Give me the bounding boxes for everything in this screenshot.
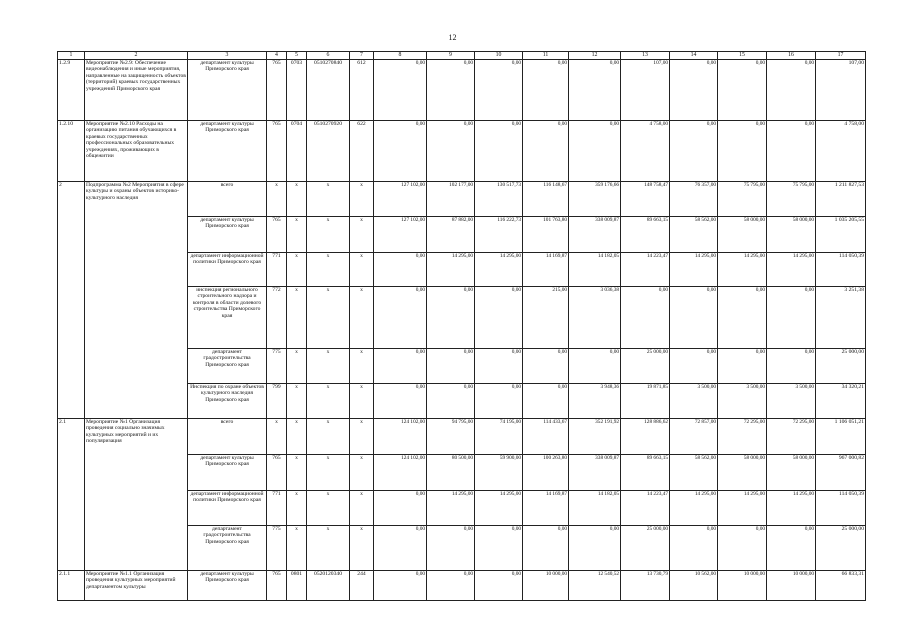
- column-header-12: 12: [569, 52, 621, 60]
- year-value: 14 295,00: [767, 253, 816, 287]
- executor-cell: департамент культуры Приморского края: [188, 121, 267, 182]
- year-value: 0,00: [475, 571, 523, 601]
- column-header-17: 17: [816, 52, 866, 60]
- year-value: 72 295,00: [718, 419, 767, 455]
- year-value: 0,00: [569, 121, 621, 182]
- executor-cell: всего: [188, 182, 267, 217]
- total-value: 25 000,00: [816, 349, 866, 384]
- executor-cell: департамент культуры Приморского края: [188, 571, 267, 601]
- year-value: 58 562,00: [670, 217, 718, 253]
- year-value: 0,00: [767, 60, 816, 121]
- year-value: 0,00: [475, 349, 523, 384]
- csr-code: х: [307, 253, 350, 287]
- year-value: 14 223,47: [621, 491, 670, 526]
- table-row: [58, 60, 866, 121]
- rzpr-code: х: [287, 253, 307, 287]
- year-value: 102 177,00: [427, 182, 475, 217]
- vr-code: х: [350, 349, 374, 384]
- total-value: 66 833,31: [816, 571, 866, 601]
- grbs-code: х: [267, 419, 287, 455]
- grbs-code: х: [267, 182, 287, 217]
- year-value: 10 562,00: [670, 571, 718, 601]
- column-header-16: 16: [767, 52, 816, 60]
- item-name: Мероприятие №2.10 Расходы на организацию питания обучающихся в краевых государственных профессиональных образовательных учреждениях, проживающих в общежитии: [85, 121, 188, 182]
- item-code: 2.1.1: [58, 571, 85, 601]
- year-value: 0,00: [523, 526, 569, 571]
- rzpr-code: х: [287, 419, 307, 455]
- year-value: 3 500,00: [718, 384, 767, 419]
- column-header-5: 5: [287, 52, 307, 60]
- year-value: 0,00: [718, 121, 767, 182]
- year-value: 14 295,00: [670, 491, 718, 526]
- year-value: 10 000,00: [767, 571, 816, 601]
- year-value: 58 000,00: [767, 455, 816, 491]
- year-value: 58 000,00: [718, 455, 767, 491]
- year-value: 3 036,38: [569, 287, 621, 349]
- year-value: 80 500,00: [427, 455, 475, 491]
- vr-code: х: [350, 182, 374, 217]
- year-value: 89 663,15: [621, 217, 670, 253]
- year-value: 359 176,66: [569, 182, 621, 217]
- csr-code: 0520120340: [307, 571, 350, 601]
- year-value: 0,00: [670, 121, 718, 182]
- year-value: 0,00: [523, 60, 569, 121]
- year-value: 0,00: [374, 121, 427, 182]
- year-value: 58 000,00: [718, 217, 767, 253]
- year-value: 0,00: [718, 60, 767, 121]
- year-value: 0,00: [621, 287, 670, 349]
- executor-cell: департамент градостроительства Приморского края: [188, 349, 267, 384]
- total-value: 967 000,82: [816, 455, 866, 491]
- vr-code: х: [350, 455, 374, 491]
- executor-cell: Инспекция по охране объектов культурного наследия Приморского края: [188, 384, 267, 419]
- total-value: 34 320,21: [816, 384, 866, 419]
- column-header-9: 9: [427, 52, 475, 60]
- csr-code: 0510270920: [307, 121, 350, 182]
- year-value: 0,00: [374, 384, 427, 419]
- year-value: 76 357,00: [670, 182, 718, 217]
- item-name: Мероприятие №1 Организация проведения социально значимых культурных мероприятий и их популяризация: [85, 419, 188, 571]
- year-value: 14 295,00: [427, 491, 475, 526]
- vr-code: 244: [350, 571, 374, 601]
- grbs-code: 771: [267, 491, 287, 526]
- year-value: 0,00: [767, 121, 816, 182]
- year-value: 14 169,87: [523, 253, 569, 287]
- year-value: 107,00: [621, 60, 670, 121]
- total-value: 1 035 205,55: [816, 217, 866, 253]
- vr-code: х: [350, 526, 374, 571]
- budget-table: [57, 51, 866, 601]
- year-value: 74 195,00: [475, 419, 523, 455]
- year-value: 124 102,00: [374, 455, 427, 491]
- year-value: 0,00: [670, 287, 718, 349]
- csr-code: х: [307, 182, 350, 217]
- grbs-code: 775: [267, 349, 287, 384]
- year-value: 0,00: [670, 526, 718, 571]
- rzpr-code: 0703: [287, 60, 307, 121]
- year-value: 0,00: [475, 60, 523, 121]
- year-value: 0,00: [427, 526, 475, 571]
- total-value: 107,00: [816, 60, 866, 121]
- year-value: 0,00: [427, 121, 475, 182]
- rzpr-code: х: [287, 217, 307, 253]
- year-value: 10 000,00: [718, 571, 767, 601]
- table-row: [58, 571, 866, 601]
- year-value: 58 000,00: [767, 217, 816, 253]
- csr-code: х: [307, 349, 350, 384]
- year-value: 352 191,92: [569, 419, 621, 455]
- year-value: 0,00: [718, 287, 767, 349]
- year-value: 338 009,87: [569, 455, 621, 491]
- year-value: 19 871,85: [621, 384, 670, 419]
- year-value: 59 900,00: [475, 455, 523, 491]
- year-value: 58 562,00: [670, 455, 718, 491]
- csr-code: х: [307, 287, 350, 349]
- total-value: 114 050,39: [816, 253, 866, 287]
- rzpr-code: х: [287, 455, 307, 491]
- year-value: 4 758,00: [621, 121, 670, 182]
- year-value: 10 000,00: [523, 571, 569, 601]
- rzpr-code: 0704: [287, 121, 307, 182]
- csr-code: х: [307, 455, 350, 491]
- year-value: 14 295,00: [718, 491, 767, 526]
- year-value: 94 795,00: [427, 419, 475, 455]
- rzpr-code: х: [287, 182, 307, 217]
- year-value: 75 795,00: [718, 182, 767, 217]
- year-value: 13 730,79: [621, 571, 670, 601]
- rzpr-code: х: [287, 287, 307, 349]
- year-value: 0,00: [767, 349, 816, 384]
- item-name: Мероприятие №2.9: Обеспечение видеонаблюдения и иные мероприятия, направленные на защищенность объектов (территорий) краевых государственных учреждений Приморского края: [85, 60, 188, 121]
- year-value: 14 295,00: [427, 253, 475, 287]
- year-value: 0,00: [374, 287, 427, 349]
- year-value: 116 148,67: [523, 182, 569, 217]
- total-value: 114 050,39: [816, 491, 866, 526]
- year-value: 0,00: [569, 60, 621, 121]
- table-row: [58, 182, 866, 217]
- item-code: 1.2.10: [58, 121, 85, 182]
- executor-cell: департамент информационной политики Приморского края: [188, 253, 267, 287]
- grbs-code: 772: [267, 287, 287, 349]
- year-value: 0,00: [569, 349, 621, 384]
- rzpr-code: х: [287, 491, 307, 526]
- year-value: 14 295,00: [767, 491, 816, 526]
- year-value: 87 882,00: [427, 217, 475, 253]
- year-value: 0,00: [475, 384, 523, 419]
- item-code: 2.1: [58, 419, 85, 571]
- year-value: 14 182,05: [569, 253, 621, 287]
- column-header-15: 15: [718, 52, 767, 60]
- table-row: [58, 121, 866, 182]
- year-value: 12 540,52: [569, 571, 621, 601]
- total-value: 1 106 051,21: [816, 419, 866, 455]
- csr-code: х: [307, 419, 350, 455]
- vr-code: 612: [350, 60, 374, 121]
- grbs-code: 765: [267, 121, 287, 182]
- rzpr-code: х: [287, 526, 307, 571]
- year-value: 25 000,00: [621, 526, 670, 571]
- grbs-code: 765: [267, 571, 287, 601]
- year-value: 0,00: [427, 349, 475, 384]
- year-value: 14 295,00: [718, 253, 767, 287]
- year-value: 89 663,15: [621, 455, 670, 491]
- year-value: 0,00: [427, 384, 475, 419]
- csr-code: х: [307, 491, 350, 526]
- item-code: 2: [58, 182, 85, 419]
- year-value: 338 009,87: [569, 217, 621, 253]
- year-value: 14 223,47: [621, 253, 670, 287]
- year-value: 14 169,87: [523, 491, 569, 526]
- csr-code: х: [307, 217, 350, 253]
- column-header-10: 10: [475, 52, 523, 60]
- year-value: 0,00: [475, 287, 523, 349]
- year-value: 14 295,00: [670, 253, 718, 287]
- year-value: 0,00: [374, 491, 427, 526]
- vr-code: х: [350, 419, 374, 455]
- year-value: 114 433,67: [523, 419, 569, 455]
- column-header-8: 8: [374, 52, 427, 60]
- csr-code: х: [307, 384, 350, 419]
- year-value: 0,00: [427, 571, 475, 601]
- grbs-code: 765: [267, 455, 287, 491]
- year-value: 3 948,36: [569, 384, 621, 419]
- year-value: 25 000,00: [621, 349, 670, 384]
- rzpr-code: х: [287, 384, 307, 419]
- column-header-14: 14: [670, 52, 718, 60]
- year-value: 0,00: [523, 384, 569, 419]
- year-value: 130 517,73: [475, 182, 523, 217]
- grbs-code: 775: [267, 526, 287, 571]
- column-header-6: 6: [307, 52, 350, 60]
- page-number: 12: [448, 33, 457, 42]
- executor-cell: департамент культуры Приморского края: [188, 455, 267, 491]
- vr-code: х: [350, 384, 374, 419]
- year-value: 0,00: [523, 349, 569, 384]
- year-value: 215,00: [523, 287, 569, 349]
- year-value: 101 763,80: [523, 217, 569, 253]
- vr-code: 622: [350, 121, 374, 182]
- executor-cell: департамент градостроительства Приморского края: [188, 526, 267, 571]
- year-value: 75 795,00: [767, 182, 816, 217]
- total-value: 4 758,00: [816, 121, 866, 182]
- column-header-3: 3: [188, 52, 267, 60]
- grbs-code: 799: [267, 384, 287, 419]
- grbs-code: 771: [267, 253, 287, 287]
- column-header-1: 1: [58, 52, 85, 60]
- item-name: Мероприятие №1.1 Организация проведения культурных мероприятий департаментом культуры: [85, 571, 188, 601]
- year-value: 0,00: [374, 253, 427, 287]
- year-value: 0,00: [670, 349, 718, 384]
- year-value: 0,00: [475, 121, 523, 182]
- grbs-code: 765: [267, 217, 287, 253]
- item-name: Подпрограмма №2 Мероприятия в сфере культуры и охраны объектов историко-культурного наследия: [85, 182, 188, 419]
- year-value: 0,00: [569, 526, 621, 571]
- year-value: 14 295,00: [475, 491, 523, 526]
- executor-cell: инспекция регионального строительного надзора и контроля в области долевого строительства Приморского края: [188, 287, 267, 349]
- vr-code: х: [350, 287, 374, 349]
- year-value: 148 758,47: [621, 182, 670, 217]
- column-header-2: 2: [85, 52, 188, 60]
- year-value: 3 500,00: [767, 384, 816, 419]
- item-code: 1.2.9: [58, 60, 85, 121]
- year-value: 0,00: [374, 349, 427, 384]
- year-value: 124 102,00: [374, 419, 427, 455]
- year-value: 0,00: [767, 287, 816, 349]
- rzpr-code: 0801: [287, 571, 307, 601]
- vr-code: х: [350, 253, 374, 287]
- year-value: 0,00: [718, 349, 767, 384]
- csr-code: 0510270840: [307, 60, 350, 121]
- year-value: 72 295,00: [767, 419, 816, 455]
- year-value: 0,00: [670, 60, 718, 121]
- year-value: 0,00: [374, 571, 427, 601]
- header-row: [58, 52, 866, 60]
- vr-code: х: [350, 217, 374, 253]
- year-value: 72 857,00: [670, 419, 718, 455]
- year-value: 14 182,05: [569, 491, 621, 526]
- year-value: 0,00: [427, 60, 475, 121]
- year-value: 3 500,00: [670, 384, 718, 419]
- column-header-7: 7: [350, 52, 374, 60]
- column-header-13: 13: [621, 52, 670, 60]
- executor-cell: департамент культуры Приморского края: [188, 217, 267, 253]
- year-value: 0,00: [767, 526, 816, 571]
- rzpr-code: х: [287, 349, 307, 384]
- column-header-11: 11: [523, 52, 569, 60]
- executor-cell: департамент информационной политики Приморского края: [188, 491, 267, 526]
- year-value: 127 102,00: [374, 217, 427, 253]
- year-value: 0,00: [475, 526, 523, 571]
- executor-cell: департамент культуры Приморского края: [188, 60, 267, 121]
- column-header-4: 4: [267, 52, 287, 60]
- total-value: 3 251,38: [816, 287, 866, 349]
- csr-code: х: [307, 526, 350, 571]
- year-value: 127 102,00: [374, 182, 427, 217]
- year-value: 14 295,00: [475, 253, 523, 287]
- total-value: 25 000,00: [816, 526, 866, 571]
- year-value: 116 222,73: [475, 217, 523, 253]
- year-value: 0,00: [718, 526, 767, 571]
- total-value: 1 211 827,53: [816, 182, 866, 217]
- year-value: 0,00: [374, 60, 427, 121]
- grbs-code: 765: [267, 60, 287, 121]
- year-value: 100 263,80: [523, 455, 569, 491]
- year-value: 128 886,62: [621, 419, 670, 455]
- year-value: 0,00: [523, 121, 569, 182]
- year-value: 0,00: [374, 526, 427, 571]
- executor-cell: всего: [188, 419, 267, 455]
- vr-code: х: [350, 491, 374, 526]
- year-value: 0,00: [427, 287, 475, 349]
- table-row: [58, 419, 866, 455]
